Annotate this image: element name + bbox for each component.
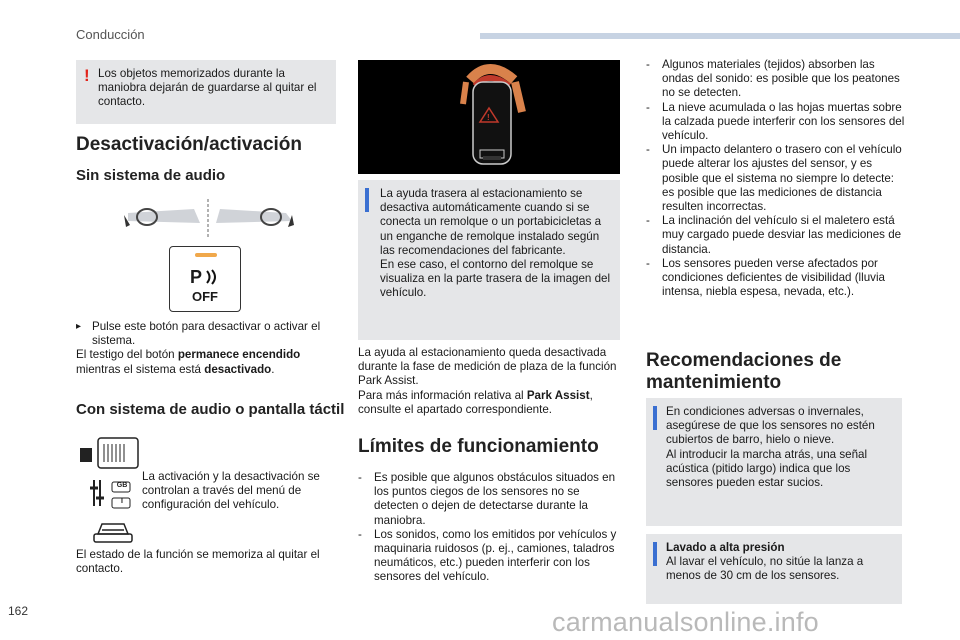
maintenance-info-text: En condiciones adversas o invernales, asegúrese de que los sensores no estén cubiertos de barro, hielo o nieve. Al introducir la marcha atrás, una señal acústica (pitido largo) indica que los sensores pueden estar sucios. (666, 405, 875, 490)
parking-sensor-illustration (358, 60, 620, 174)
park-assist-paragraph (358, 346, 620, 417)
washing-title: Lavado a alta presión (666, 541, 785, 554)
lamp-text-end: . (271, 362, 275, 376)
limit-text: Los sensores pueden verse afectados por condiciones deficientes de visibilidad (lluvia intensa, niebla espesa, nevada, etc.). (662, 256, 885, 299)
bullet-icon: ▸ (76, 321, 82, 332)
info-box-trailer (358, 180, 620, 340)
list-item (646, 257, 908, 300)
info-box-washing (646, 534, 902, 604)
gb-label: GB (116, 482, 128, 489)
lamp-text-1: El testigo del botón (76, 348, 178, 362)
info-text-trailer: La ayuda trasera al estacionamiento se desactiva automáticamente cuando si se conecta un remolque o un portabicicletas a un enganche de remolque instalado según las recomendaciones del fabricante. En ese caso, el contorno del remolque se visualiza en la parte trasera de la imagen del vehículo. (380, 187, 611, 300)
touchscreen-icon (80, 436, 142, 546)
info-icon (365, 188, 369, 212)
list-item (358, 528, 620, 585)
park-sensors-off-button[interactable] (169, 246, 241, 312)
section-header: Conducción (76, 27, 145, 42)
section-title-limits: Límites de funcionamiento (358, 436, 599, 457)
washing-text: Al lavar el vehículo, no sitúe la lanza a menos de 30 cm de los sensores. (666, 555, 864, 583)
steering-wheel-icon (124, 197, 296, 241)
parking-car-icon (358, 60, 620, 174)
watermark: carmanualsonline.info (552, 607, 819, 637)
instruction-item (76, 320, 338, 377)
park-assist-end: , consulte el apartado correspondiente. (358, 388, 593, 416)
limit-text: Los sonidos, como los emitidos por vehículos y maquinaria ruidosos (p. ej., camiones, taladros neumáticos, etc.) pueden interferir con los sensores del vehículo. (374, 527, 617, 584)
lamp-bold-1: permanece encendido (177, 348, 301, 362)
off-label: OFF (192, 289, 218, 304)
instruction-text: Pulse este botón para desactivar o activar el sistema. (92, 320, 321, 348)
header-bar (480, 33, 960, 39)
button-led (195, 253, 217, 257)
limit-text: Es posible que algunos obstáculos situados en los puntos ciegos de los sensores no se detecten o dejen de detectarse durante la maniobra. (374, 471, 616, 527)
menu-text: La activación y la desactivación se controlan a través del menú de configuración del vehículo. (142, 470, 320, 512)
dash-marker: - (358, 471, 362, 484)
lamp-bold-2: desactivado (204, 362, 272, 376)
dash-marker: - (646, 143, 650, 157)
i-label: I (121, 498, 123, 505)
list-item (358, 471, 620, 528)
info-box-maintenance (646, 398, 902, 526)
page-number: 162 (8, 604, 29, 618)
parking-p-label: P (190, 267, 203, 287)
dashboard-illustration (124, 197, 296, 241)
list-item (646, 214, 908, 257)
washing-info (666, 541, 896, 584)
warning-box (76, 60, 336, 124)
subtitle-no-audio: Sin sistema de audio (76, 167, 226, 184)
limits-list (358, 471, 620, 585)
lamp-paragraph (76, 348, 338, 376)
park-assist-bold: Park Assist (526, 388, 590, 402)
list-item (646, 58, 908, 101)
dash-marker: - (646, 100, 650, 114)
dash-marker: - (646, 214, 650, 228)
info-icon (653, 406, 657, 430)
subtitle-with-audio: Con sistema de audio o pantalla táctil (76, 401, 345, 418)
limit-text: Algunos materiales (tejidos) absorben las ondas del sonido: es posible que los peatones no se detecten. (662, 58, 900, 100)
lamp-text-2: mientras el sistema está (76, 362, 205, 376)
dash-marker: - (646, 58, 650, 71)
warning-icon: ! (84, 66, 90, 85)
section-title-maintenance: Recomendaciones de mantenimiento (646, 350, 842, 393)
park-assist-text: La ayuda al estacionamiento queda desactivada durante la fase de medición de plaza de la función Park Assist. Para más información relativa al (358, 346, 617, 402)
sound-waves-icon (204, 267, 224, 287)
warning-text: Los objetos memorizados durante la maniobra dejarán de guardarse al quitar el contacto. (98, 67, 317, 109)
limit-text: La inclinación del vehículo si el maletero está muy cargado puede desviar las mediciones de distancia. (662, 214, 902, 256)
info-icon (653, 542, 657, 566)
limit-text: Un impacto delantero o trasero con el vehículo puede alterar los ajustes del sensor, y es posible que el sistema no siempre lo detecte: es posible que las mediciones de distancia resulten incorrectas. (662, 143, 902, 214)
touchscreen-icons (80, 436, 142, 546)
section-title-deactivation: Desactivación/activación (76, 134, 302, 155)
list-item (646, 101, 908, 144)
svg-text:!: ! (487, 113, 490, 122)
dash-marker: - (646, 256, 650, 270)
limit-text: La nieve acumulada o las hojas muertas sobre la calzada puede interferir con los sensores del vehículo. (662, 100, 905, 143)
memorize-text: El estado de la función se memoriza al quitar el contacto. (76, 548, 320, 576)
limits-list-continued (646, 58, 908, 299)
dash-marker: - (358, 527, 362, 541)
list-item (646, 143, 908, 214)
